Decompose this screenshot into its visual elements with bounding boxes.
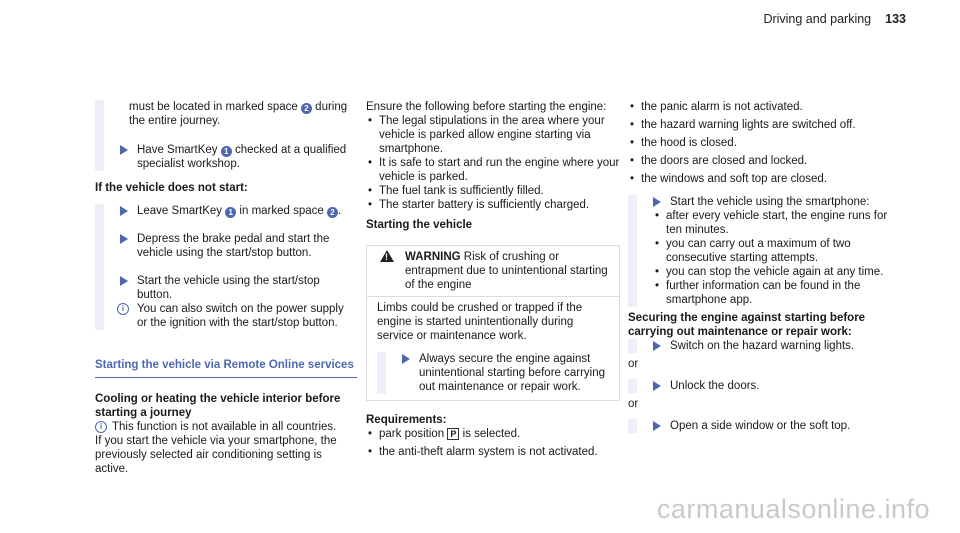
arrow-icon: [120, 145, 128, 155]
warning-label: WARNING: [405, 251, 461, 263]
warning-step: Always secure the engine against unintentional starting before carrying out maintenance or repair work.: [394, 352, 611, 394]
marker-2-icon: 2: [301, 103, 312, 114]
or-text: or: [628, 398, 639, 410]
step-start-vehicle: Start the vehicle using the start/stop button.: [112, 274, 357, 302]
page-number: 133: [885, 12, 906, 26]
arrow-icon: [402, 354, 410, 364]
step-unlock-doors: Unlock the doors.: [645, 379, 898, 393]
intro-text: Ensure the following before starting the engine:: [366, 101, 607, 113]
info-note: i You can also switch on the power supply or the ignition with the start/stop button.: [112, 302, 357, 330]
section-rule: [95, 377, 357, 378]
securing-heading: Securing the engine against starting before carrying out maintenance or repair work:: [628, 312, 866, 338]
list-item: • the windows and soft top are closed.: [628, 172, 898, 186]
conditions-list: [366, 114, 620, 212]
list-item: • The legal stipulations in the area where your vehicle is parked allow engine starting via smartphone.: [366, 114, 620, 156]
column-2: [366, 100, 620, 459]
paragraph: If you start the vehicle via your smartphone, the previously selected air conditioning setting is active.: [95, 435, 337, 475]
marker-2-icon: 2: [327, 207, 338, 218]
arrow-icon: [653, 197, 661, 207]
requirements-heading: Requirements:: [366, 414, 447, 426]
step-block: [628, 339, 898, 353]
step-block: [628, 379, 898, 393]
step-block: [628, 419, 898, 433]
arrow-icon: [120, 276, 128, 286]
continued-text: must be located in marked space 2 during the entire journey.: [129, 101, 348, 127]
list-item: • the hood is closed.: [628, 136, 898, 150]
heading-starting-vehicle: Starting the vehicle: [366, 219, 473, 231]
sub-list: [645, 209, 898, 307]
info-icon: i: [95, 421, 107, 433]
step-hazard-lights: Switch on the hazard warning lights.: [645, 339, 898, 353]
column-3: [628, 100, 898, 433]
park-position-icon: P: [447, 428, 459, 440]
conditions-list: [628, 100, 898, 186]
warning-text: Risk of crushing or entrapment due to unintentional starting of the engine: [405, 251, 608, 291]
step-leave-smartkey: Leave SmartKey 1 in marked space 2 .: [112, 204, 357, 218]
step-block: [377, 352, 611, 394]
step-start-smartphone: Start the vehicle using the smartphone:: [645, 195, 898, 209]
step-have-smartkey: Have SmartKey 1 checked at a qualified specialist workshop.: [112, 143, 357, 171]
step-open-window: Open a side window or the soft top.: [645, 419, 898, 433]
arrow-icon: [120, 206, 128, 216]
requirements-list: [366, 427, 620, 459]
list-item: • The fuel tank is sufficiently filled.: [366, 184, 620, 198]
list-item: • further information can be found in the smartphone app.: [653, 279, 898, 307]
condition-heading: If the vehicle does not start:: [95, 182, 248, 194]
step-block: [628, 195, 898, 307]
warning-body: Limbs could be crushed or trapped if the engine is started unintentionally during service or maintenance work. Always secure the engine against unintentional starting before carrying out maintenance or repair work.: [367, 297, 619, 400]
info-note: i This function is not available in all countries.: [95, 420, 357, 434]
step-block: [95, 204, 357, 330]
list-item: • the panic alarm is not activated.: [628, 100, 898, 114]
marker-1-icon: 1: [221, 146, 232, 157]
page-header: [763, 12, 906, 26]
warning-icon: !: [380, 250, 394, 262]
marker-1-icon: 1: [225, 207, 236, 218]
list-item: • you can stop the vehicle again at any time.: [653, 265, 898, 279]
subheading: Cooling or heating the vehicle interior before starting a journey: [95, 393, 341, 419]
list-item: • after every vehicle start, the engine runs for ten minutes.: [653, 209, 898, 237]
list-item: • the doors are closed and locked.: [628, 154, 898, 168]
step-block: [95, 100, 357, 171]
list-item: • park position P is selected.: [366, 427, 620, 441]
list-item: • the hazard warning lights are switched off.: [628, 118, 898, 132]
arrow-icon: [653, 341, 661, 351]
warning-header: [367, 246, 619, 297]
list-item: • you can carry out a maximum of two consecutive starting attempts.: [653, 237, 898, 265]
info-icon: i: [117, 303, 129, 315]
watermark: carmanualsonline.info: [656, 494, 930, 524]
step-depress-brake: Depress the brake pedal and start the vehicle using the start/stop button.: [112, 232, 357, 260]
column-1: [95, 100, 357, 476]
warning-box: [366, 245, 620, 401]
list-item: • The starter battery is sufficiently charged.: [366, 198, 620, 212]
or-text: or: [628, 358, 639, 370]
arrow-icon: [120, 234, 128, 244]
section-title: Starting the vehicle via Remote Online services: [95, 359, 354, 371]
list-item: • It is safe to start and run the engine where your vehicle is parked.: [366, 156, 620, 184]
header-title: Driving and parking: [763, 12, 872, 26]
list-item: • the anti-theft alarm system is not activated.: [366, 445, 620, 459]
arrow-icon: [653, 381, 661, 391]
arrow-icon: [653, 421, 661, 431]
